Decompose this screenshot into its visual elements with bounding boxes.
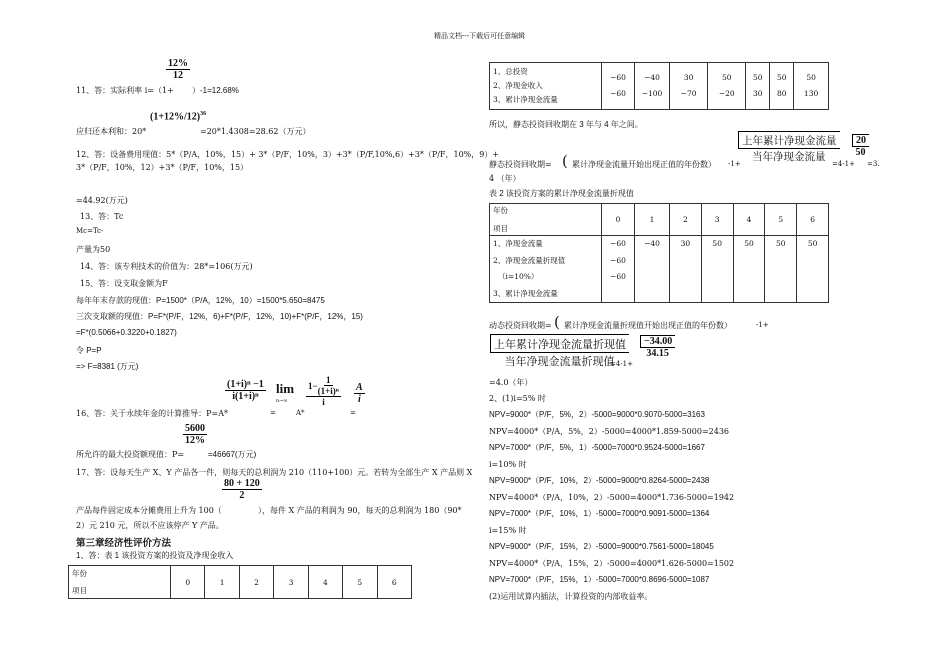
q13-line2: Mc=Tc- [76, 227, 104, 235]
q16-fraction-1 [225, 379, 266, 402]
irr-instruction: (2)运用试算内插法，计算投资的内部收益率。 [489, 592, 653, 601]
q16-f1-num: (1+i)ⁿ −1 [227, 379, 264, 390]
npv-line: NPV=9000*（P/F，5%，2）-5000=9000*0.9070-5000=3163 [489, 410, 705, 419]
q14-line: 14、答：该专利技术的价值为：28*=106(万元) [80, 262, 253, 271]
static-frac-1-num: 上年累计净现金流量 [738, 131, 840, 149]
q11-frac-den: 12 [173, 70, 183, 81]
q15-line2: 每年年末存款的现值：P=1500*（P/A，12%，10）=1500*5.650=8475 [76, 296, 325, 305]
q17-line2-tail: ），每件 X 产品的利润为 90，每天的总利润为 180（90* [258, 506, 462, 515]
table1c-cell: −70 [680, 89, 697, 98]
table2-label: （i=10%） [498, 272, 539, 281]
table1c-cell: 50 [776, 73, 787, 82]
npv-line: NPV=7000*（P/F，10%，1）-5000=7000*0.9091-5000=1364 [489, 509, 710, 518]
table1c-col6 [794, 63, 829, 110]
q11-compound-expr [150, 111, 206, 122]
table2-year: 1 [635, 204, 670, 236]
q16-eq2: = [350, 409, 356, 417]
table2-year: 5 [765, 204, 797, 236]
table2-year: 3 [701, 204, 733, 236]
table2-cell: −60 [610, 239, 626, 248]
static-payback-end: =3. [867, 160, 880, 168]
q16-f2-sub-frac [318, 375, 339, 396]
dynamic-payback-tail: =4-1+ [610, 360, 634, 368]
q16-f2-den: i [322, 397, 325, 407]
table2-col5 [765, 236, 797, 303]
q11-line: 11、答：实际利率 i=（1+ [76, 86, 174, 95]
table1-continued [489, 62, 829, 110]
table1c-cell: 50 [806, 73, 816, 82]
table1-h-year: 年份 [72, 569, 87, 578]
q17-fraction [222, 478, 262, 501]
table2-cell: −40 [644, 239, 660, 248]
table1c-col0 [602, 63, 635, 110]
table1c-cell: 30 [683, 73, 694, 82]
table1-header-cell [69, 566, 171, 599]
q16-f4-num: 5600 [185, 423, 205, 434]
table2 [489, 203, 829, 303]
q16-f2-sub-num: 1 [326, 375, 331, 385]
table2-cell: −60 [610, 255, 626, 265]
q12-result: =44.92(万元) [76, 196, 128, 205]
table1c-col2 [670, 63, 708, 110]
q16-max-invest-tail: =46667(万元) [208, 450, 257, 459]
table1-year: 2 [239, 566, 273, 599]
table1c-cell: 50 [721, 73, 732, 82]
table1-year: 5 [343, 566, 377, 599]
table2-col3 [701, 236, 733, 303]
table1c-label: 3、累计净现金流量 [493, 95, 558, 104]
npv-i15-label: i=15% 时 [489, 526, 527, 535]
q16-line: 16、答：关于永续年金的计算推导：P=A* [76, 409, 229, 418]
npv-line: NPV=9000*（P/F，10%，2）-5000=9000*0.8264-5000=2438 [489, 476, 710, 485]
dynamic-frac-2 [640, 335, 675, 359]
table1c-cell: 130 [803, 89, 819, 98]
q17-line3: 2）元 210 元，所以不应该停产 Y 产品。 [76, 521, 224, 530]
npv-line: NPV=9000*（P/F，15%，2）-5000=9000*0.7561-5000=18045 [489, 542, 714, 551]
table2-col6 [797, 236, 829, 303]
table1c-cell: 50 [753, 73, 763, 82]
npv-line: NPV=4000*（P/A，5%，2）-5000=4000*1.859-5000=2436 [489, 427, 730, 436]
table1-year: 3 [274, 566, 308, 599]
table1c-cell: −40 [644, 73, 660, 82]
table2-col1 [635, 236, 670, 303]
npv-line: NPV=7000*（P/F，5%，1）-5000=7000*0.9524-5000=1667 [489, 443, 705, 452]
q13-line3: 产量为50 [76, 245, 111, 254]
table1c-labels [490, 63, 602, 110]
q16-fraction-2 [306, 375, 341, 407]
dynamic-frac-2-num: −34.00 [640, 335, 675, 348]
q17-frac-den: 2 [239, 490, 245, 501]
q16-limit-sub: n→∞ [276, 398, 288, 404]
table2-year: 2 [670, 204, 702, 236]
static-payback-minus: -1+ [728, 160, 741, 168]
q11-compound-exp: 36 [200, 111, 207, 117]
table1-caption: 1、答：表 1 该投资方案的投资及净现金收入 [76, 551, 234, 560]
npv-line: NPV=4000*（P/A，10%，2）-5000=4000*1.736-5000=1942 [489, 493, 735, 502]
table2-year: 6 [797, 204, 829, 236]
table1-year: 1 [205, 566, 239, 599]
static-frac-2 [852, 134, 869, 158]
table2-caption: 表 2 该投资方案的累计净现金流量折现值 [489, 189, 634, 198]
table1-h-item: 项目 [72, 586, 87, 595]
static-payback-box: 累计净现金流量开始出现正值的年份数） [572, 160, 716, 169]
table1-year: 0 [171, 566, 205, 599]
q16-f2-sub-den: (1+i)ⁿ [317, 386, 339, 396]
table1c-col4 [746, 63, 770, 110]
table2-cell: −60 [610, 272, 626, 281]
table1c-label: 1、总投资 [493, 67, 528, 76]
q16-mid: A* [296, 409, 305, 417]
q16-eq1: = [270, 409, 276, 417]
npv-line: NPV=4000*（P/A，15%，2）-5000=4000*1.626-5000=1502 [489, 559, 735, 568]
dynamic-frac-1 [490, 334, 629, 369]
table2-cell: 30 [680, 239, 691, 248]
q11-repay-tail: =20*1.4308=28.62（万元） [200, 127, 311, 136]
table1c-cell: 30 [753, 89, 763, 98]
npv-i10-label: i=10% 时 [489, 460, 527, 469]
table2-cell: 50 [776, 239, 786, 248]
table1c-col1 [635, 63, 670, 110]
static-payback-years: 4 （年） [489, 174, 521, 183]
table2-col4 [733, 236, 765, 303]
table1 [68, 565, 412, 599]
table1c-col3 [708, 63, 746, 110]
q16-limit: lim [276, 381, 295, 396]
dynamic-payback-minus: -1+ [756, 321, 769, 329]
q13-line1: 13、答：Tc [80, 212, 124, 221]
q16-f3-den: i [357, 394, 361, 405]
table2-label: 2、净现金流量折现值 [493, 255, 566, 265]
table2-col0 [602, 236, 635, 303]
table1-year: 6 [377, 566, 411, 599]
table1c-cell: −20 [718, 89, 735, 98]
static-frac-1 [738, 131, 840, 164]
dynamic-frac-2-den: 34.15 [646, 348, 669, 359]
q2-i5: 2、(1)i=5% 时 [489, 394, 546, 403]
dynamic-frac-1-num: 上年累计净现金流量折现值 [490, 334, 629, 353]
table2-label: 1、净现金流量 [493, 239, 543, 248]
q15-line1: 15、答：设支取金额为F [80, 279, 168, 288]
table2-year: 4 [733, 204, 765, 236]
q16-max-invest: 所允许的最大投资额现值：P= [76, 450, 185, 459]
q17-line1: 17、答：设每天生产 X、Y 产品各一件，则每天的总利润为 210（110+100）元。若转为全部生产 X 产品则 X [76, 468, 473, 477]
table1c-label: 2、净现金收入 [493, 81, 543, 90]
static-payback-range: 所以，静态投资回收期在 3 年与 4 年之间。 [489, 120, 643, 129]
table1c-col5 [770, 63, 794, 110]
table2-cell: 50 [712, 239, 722, 248]
q11-frac-num: 12% [168, 58, 188, 69]
table1c-cell: −60 [610, 89, 626, 98]
table2-labels [490, 236, 602, 303]
static-frac-1-den: 当年净现金流量 [752, 151, 826, 163]
page-header: 精品文档---下载后可任意编辑 [434, 32, 526, 40]
q15-line3: 三次支取额的现值：P=F*(P/F，12%，6)+F*(P/F，12%，10)+F*(P/F，12%，15) [76, 312, 363, 321]
q16-fraction-3 [354, 382, 365, 405]
q12-line1: 12、答：设备费用现值：5*（P/A，10%，15）+ 3*（P/F，10%，3）+3*（P/F,10%,6）+3*（P/F，10%，9）+ [76, 150, 500, 159]
q15-line5: 令 P=P [76, 346, 102, 355]
dynamic-payback-result: =4.0（年） [489, 378, 533, 387]
q11-line-tail: ）-1=12.68% [192, 86, 239, 95]
static-frac-2-den: 50 [855, 147, 866, 158]
q17-line2: 产品每件固定成本分摊费用上升为 100（ [76, 506, 222, 515]
q16-f1-den: i(1+i)ⁿ [232, 391, 259, 402]
table1c-cell: −60 [610, 73, 626, 82]
q15-line4: =F*(0.5066+0.3220+0.1827) [76, 328, 177, 337]
q16-f2-num-inner [308, 375, 339, 396]
table2-cell: 50 [807, 239, 818, 248]
q17-frac-num: 80 + 120 [224, 478, 260, 489]
table2-cell: 50 [744, 239, 754, 248]
table2-h-item: 项目 [493, 224, 508, 233]
table2-year: 0 [602, 204, 635, 236]
static-frac-2-num: 20 [852, 134, 869, 147]
table1c-cell: 80 [776, 89, 787, 98]
npv-line: NPV=7000*（P/F，15%，1）-5000=7000*0.8696-5000=1087 [489, 575, 710, 584]
static-open-paren: ( [562, 152, 568, 170]
q16-f2-num [306, 375, 341, 397]
q11-fraction [166, 58, 190, 81]
dynamic-payback-label: 动态投资回收期= [489, 321, 552, 330]
dynamic-payback-box: 累计净现金流量折现值开始出现正值的年份数） [564, 321, 732, 330]
q15-line6: => F=8381 (万元) [76, 362, 139, 371]
q16-f3-num: A [356, 382, 363, 393]
table2-header-cell [490, 204, 602, 236]
q16-f2-minus: 1− [308, 380, 318, 391]
table2-col2 [670, 236, 702, 303]
static-payback-label: 静态投资回收期= [489, 160, 552, 169]
static-payback-tail: =4-1+ [832, 160, 856, 168]
table2-label: 3、累计净现金流量 [493, 288, 558, 298]
dynamic-frac-1-den: 当年净现金流量折现值 [504, 356, 615, 368]
q12-line2: 3*（P/F，10%，12）+3*（P/F，10%，15） [76, 163, 249, 172]
q16-fraction-4 [183, 423, 207, 446]
dynamic-open-paren: ( [554, 313, 560, 331]
table1-year: 4 [308, 566, 342, 599]
table1c-cell: −100 [641, 89, 663, 98]
q11-repay: 应归还本利和：20* [76, 127, 147, 136]
q16-f4-den: 12% [185, 435, 205, 446]
q11-compound-base: (1+12%/12) [150, 111, 201, 123]
table2-h-year: 年份 [493, 206, 508, 215]
chapter-3-heading: 第三章经济性评价方法 [76, 538, 172, 549]
